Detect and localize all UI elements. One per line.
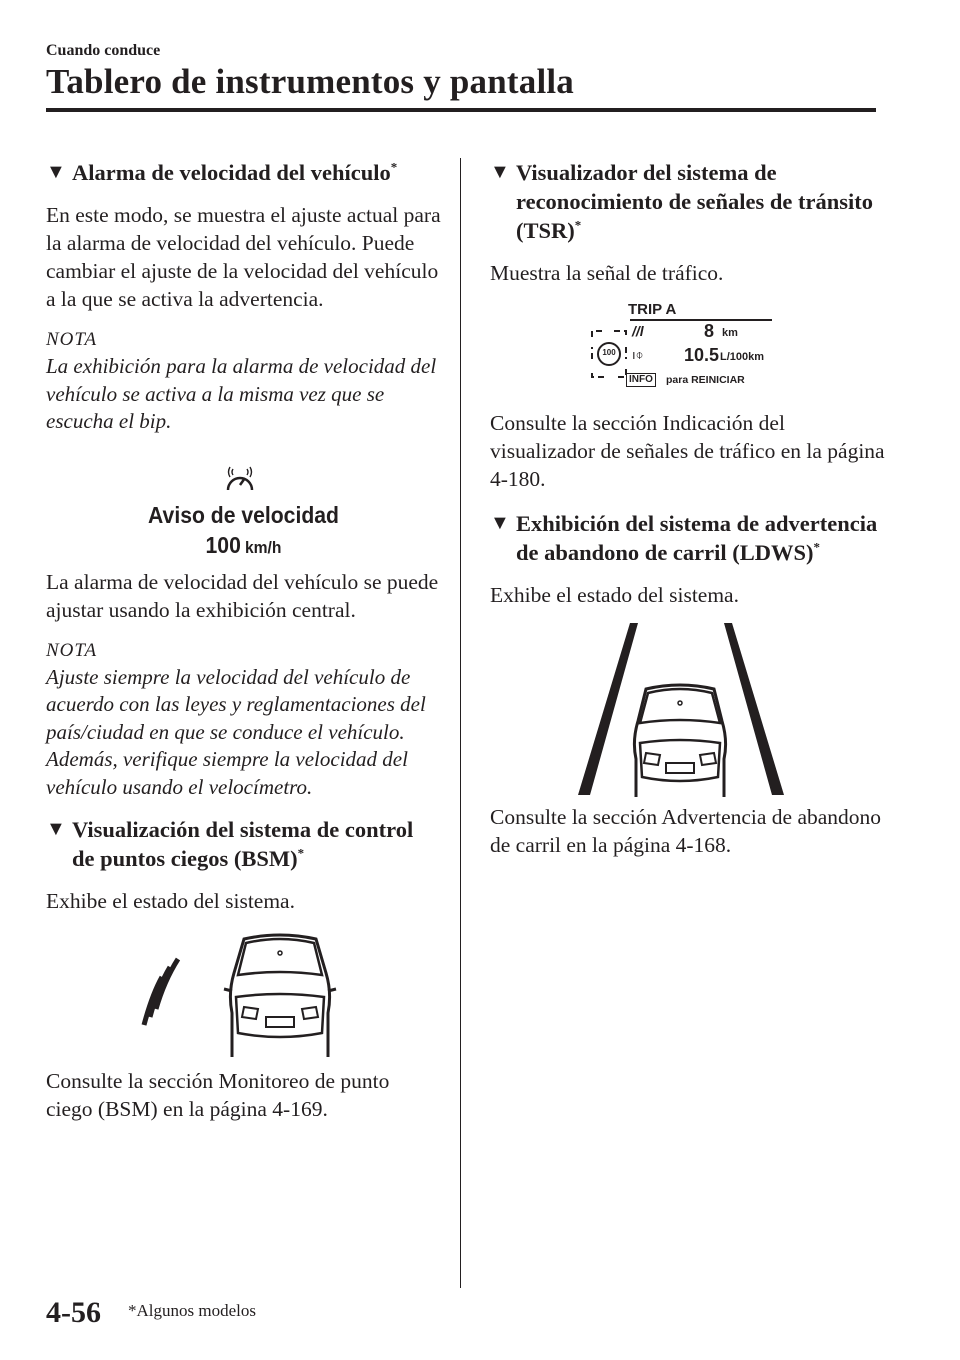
tsr-sign-value: 100 xyxy=(602,348,616,357)
footnote: *Algunos modelos xyxy=(128,1301,256,1320)
triangle-bullet-icon: ▼ xyxy=(490,512,510,534)
speed-alarm-display-title: Aviso de velocidad xyxy=(148,501,339,528)
speed-alarm-body: En este modo, se muestra el ajuste actual para la alarma de velocidad del vehículo. Puede cambiar el ajuste de la velocidad del vehículo a la que se activa la advertencia. xyxy=(46,203,441,311)
page-number: 4-56 xyxy=(46,1296,101,1329)
speed-alarm-display-unit: km/h xyxy=(244,537,282,557)
tsr-display-figure xyxy=(490,301,885,403)
note-label-2: NOTA xyxy=(46,639,98,661)
speed-warning-icon xyxy=(222,464,258,496)
distance-unit: km xyxy=(722,327,738,339)
ldws-reference: Consulte la sección Advertencia de abandono de carril en la página 4-168. xyxy=(490,805,882,857)
note-text-2: Ajuste siempre la velocidad del vehículo de acuerdo con las leyes y reglamentaciones del país/ciudad en que se conduce el vehículo. Además, verifique siempre la velocidad del vehículo usando el velocímetro. xyxy=(46,664,426,799)
tsr-reference: Consulte la sección Indicación del visualizador de señales de tráfico en la página 4-180. xyxy=(490,411,885,491)
ldws-heading: ▼ Exhibición del sistema de advertencia de abandono de carril (LDWS)* xyxy=(490,511,878,565)
bsm-heading: ▼ Visualización del sistema de control de puntos ciegos (BSM)* xyxy=(46,817,414,871)
note-label: NOTA xyxy=(46,329,98,350)
speed-alarm-display-figure xyxy=(46,448,441,560)
fuel-icon: ı⌽ xyxy=(632,347,644,362)
trip-underline xyxy=(630,319,772,321)
speed-alarm-heading: ▼ Alarma de velocidad del vehículo* xyxy=(46,159,398,185)
column-divider xyxy=(460,158,461,1288)
header-rule xyxy=(46,108,876,112)
chapter-label: Cuando conduce xyxy=(46,42,161,59)
bsm-body: Exhibe el estado del sistema. xyxy=(46,889,295,913)
info-button: INFO xyxy=(626,373,656,387)
tsr-body: Muestra la señal de tráfico. xyxy=(490,261,724,285)
reset-text: para REINICIAR xyxy=(666,374,745,386)
blind-spot-warning-icon xyxy=(138,957,188,1029)
fuel-value: 10.5 xyxy=(684,345,720,365)
speed-alarm-body2: La alarma de velocidad del vehículo se puede ajustar usando la exhibición central. xyxy=(46,569,439,622)
bsm-figure xyxy=(46,927,441,1057)
triangle-bullet-icon: ▼ xyxy=(46,161,66,183)
bsm-reference: Consulte la sección Monitoreo de punto ciego (BSM) en la página 4-169. xyxy=(46,1069,390,1121)
ldws-body: Exhibe el estado del sistema. xyxy=(490,583,739,607)
distance-value: 8 xyxy=(704,321,715,341)
triangle-bullet-icon: ▼ xyxy=(490,161,510,183)
trip-label: TRIP A xyxy=(628,301,677,318)
tsr-heading: ▼ Visualizador del sistema de reconocimiento de señales de tránsito (TSR)* xyxy=(490,160,874,243)
trip-reset-icon: //l xyxy=(632,323,644,339)
note-text: La exhibición para la alarma de velocidad del vehículo se activa a la misma vez que se escucha el bip. xyxy=(46,354,437,433)
page-title: Tablero de instrumentos y pantalla xyxy=(46,62,574,101)
speed-alarm-display-value: 100 xyxy=(205,531,241,558)
speed-alarm-display-value-row xyxy=(62,532,425,559)
lane-departure-icon xyxy=(576,623,786,797)
fuel-unit: L/100km xyxy=(720,351,765,363)
triangle-bullet-icon: ▼ xyxy=(46,818,66,840)
car-rear-icon xyxy=(222,933,338,1057)
right-column xyxy=(490,158,885,871)
ldws-figure xyxy=(490,623,885,803)
left-column xyxy=(46,158,441,1135)
